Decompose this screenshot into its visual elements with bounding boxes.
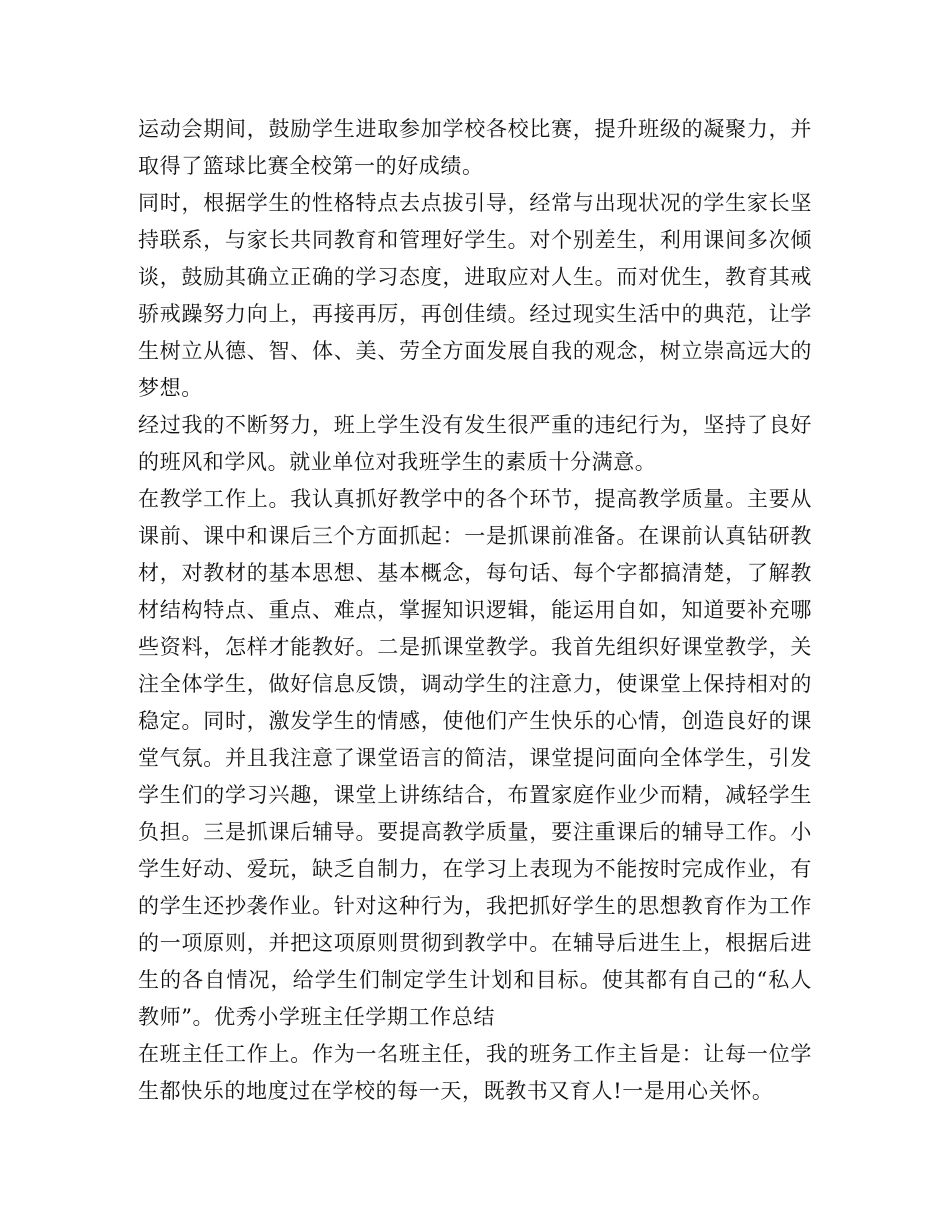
paragraph-results: 经过我的不断努力，班上学生没有发生很严重的违纪行为，坚持了良好的班风和学风。就业单位对我班学生的素质十分满意。 [138, 413, 812, 474]
paragraph-sports-meet: 运动会期间，鼓励学生进取参加学校各校比赛，提升班级的凝聚力，并取得了篮球比赛全校第一的好成绩。 [138, 117, 812, 178]
document-body [138, 111, 812, 1110]
paragraph-teaching-work: 在教学工作上。我认真抓好教学中的各个环节，提高教学质量。主要从课前、课中和课后三个方面抓起：一是抓课前准备。在课前认真钻研教材，对教材的基本思想、基本概念，每句话、每个字都搞清楚，了解教材结构特点、重点、难点，掌握知识逻辑，能运用自如，知道要补充哪些资料，怎样才能教好。二是抓课堂教学。我首先组织好课堂教学，关注全体学生，做好信息反馈，调动学生的注意力，使课堂上保持相对的稳定。同时，激发学生的情感，使他们产生快乐的心情，创造良好的课堂气氛。并且我注意了课堂语言的简洁，课堂提问面向全体学生，引发学生们的学习兴趣，课堂上讲练结合，布置家庭作业少而精，减轻学生负担。三是抓课后辅导。要提高教学质量，要注重课后的辅导工作。小学生好动、爱玩，缺乏自制力，在学习上表现为不能按时完成作业，有的学生还抄袭作业。针对这种行为，我把抓好学生的思想教育作为工作的一项原则，并把这项原则贯彻到教学中。在辅导后进生上，根据后进生的各自情况，给学生们制定学生计划和目标。使其都有自己的“私人教师”。优秀小学班主任学期工作总结 [138, 487, 812, 1029]
paragraph-guidance: 同时，根据学生的性格特点去点拔引导，经常与出现状况的学生家长坚持联系，与家长共同教育和管理好学生。对个别差生，利用课间多次倾谈，鼓励其确立正确的学习态度，进取应对人生。而对优生，教育其戒骄戒躁努力向上，再接再厉，再创佳绩。经过现实生活中的典范，让学生树立从德、智、体、美、劳全方面发展自我的观念，树立崇高远大的梦想。 [138, 191, 812, 400]
paragraph-head-teacher-work: 在班主任工作上。作为一名班主任，我的班务工作主旨是：让每一位学生都快乐的地度过在学校的每一天，既教书又育人!一是用心关怀。 [138, 1042, 812, 1103]
